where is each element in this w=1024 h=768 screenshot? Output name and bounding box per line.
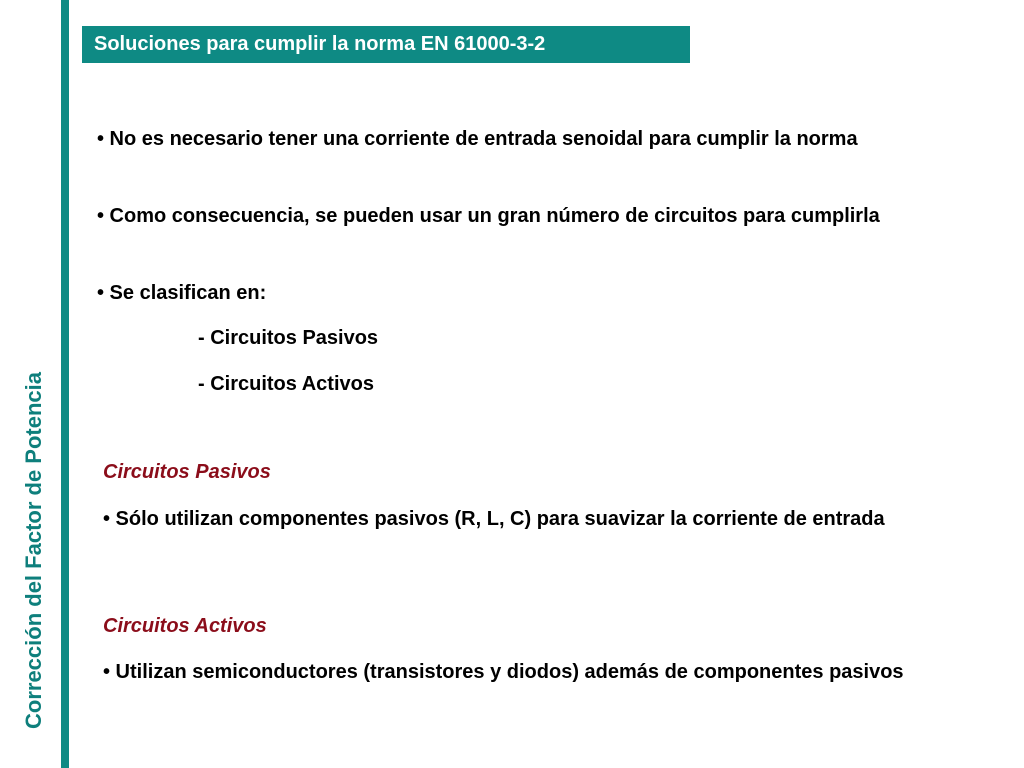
side-divider-bar — [61, 0, 69, 768]
sub-item-active: - Circuitos Activos — [198, 373, 374, 395]
slide-header: Soluciones para cumplir la norma EN 61000-3-2 — [82, 26, 690, 63]
bullet-item-2: • Como consecuencia, se pueden usar un gran número de circuitos para cumplirla — [97, 205, 880, 227]
side-title — [14, 0, 54, 768]
passive-circuits-heading: Circuitos Pasivos — [103, 461, 271, 483]
active-circuits-heading: Circuitos Activos — [103, 615, 267, 637]
bullet-item-3: • Se clasifican en: — [97, 282, 267, 304]
active-circuits-text: • Utilizan semiconductores (transistores y diodos) además de componentes pasivos — [103, 661, 904, 683]
side-title-text: Corrección del Factor de Potencia — [21, 372, 46, 729]
bullet-item-1: • No es necesario tener una corriente de entrada senoidal para cumplir la norma — [97, 128, 858, 150]
sub-item-passive: - Circuitos Pasivos — [198, 327, 379, 349]
passive-circuits-text: • Sólo utilizan componentes pasivos (R, L, C) para suavizar la corriente de entrada — [103, 508, 885, 530]
